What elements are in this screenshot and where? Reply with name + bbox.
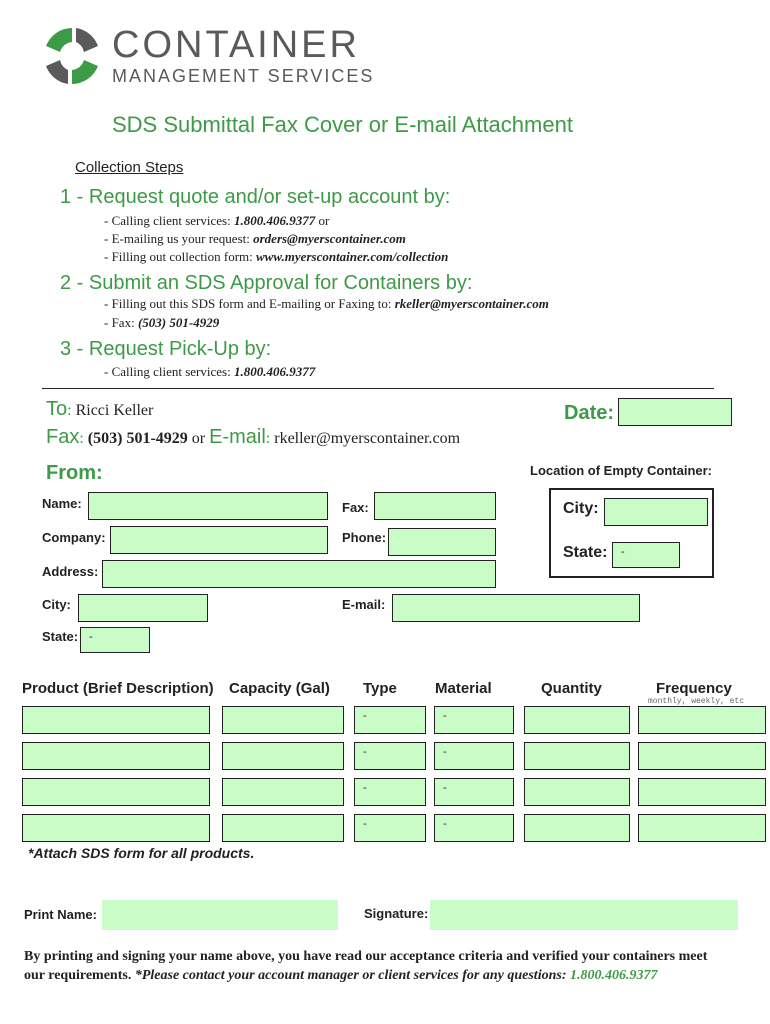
print-name-label: Print Name: xyxy=(24,907,97,922)
step-2-line-2: - Fax: (503) 501-4929 xyxy=(104,315,220,330)
product-field[interactable] xyxy=(22,742,210,770)
state-label: State: xyxy=(42,629,79,644)
quantity-field[interactable] xyxy=(524,778,630,806)
fax-label: Fax xyxy=(46,426,80,448)
footer-phone: 1.800.406.9377 xyxy=(570,968,658,983)
type-select[interactable]: - xyxy=(354,778,426,806)
type-select[interactable]: - xyxy=(354,814,426,842)
to-line: To: Ricci Keller xyxy=(46,398,154,420)
capacity-field[interactable] xyxy=(222,814,344,842)
material-select[interactable]: - xyxy=(434,778,514,806)
fax-email-line: Fax: (503) 501-4929 or E-mail: rkeller@myerscontainer.com xyxy=(46,426,461,448)
frequency-field[interactable] xyxy=(638,814,766,842)
step-3-heading: 3 - Request Pick-Up by: xyxy=(60,338,272,360)
address-field[interactable] xyxy=(102,560,496,588)
date-label: Date: xyxy=(564,402,615,424)
quantity-field[interactable] xyxy=(524,706,630,734)
location-label: Location of Empty Container: xyxy=(530,463,712,478)
frequency-field[interactable] xyxy=(638,778,766,806)
quantity-field[interactable] xyxy=(524,814,630,842)
step-1-line-3: - Filling out collection form: www.myerscontainer.com/collection xyxy=(104,249,449,264)
signature-field[interactable] xyxy=(430,900,738,930)
location-state-label: State: xyxy=(563,544,608,561)
capacity-field[interactable] xyxy=(222,706,344,734)
material-select[interactable]: - xyxy=(434,706,514,734)
step-2-line-1: - Filling out this SDS form and E-mailing or Faxing to: rkeller@myerscontainer.com xyxy=(104,296,549,311)
city-field[interactable] xyxy=(78,594,208,622)
divider xyxy=(42,388,714,389)
logo-mark-icon xyxy=(40,24,104,88)
location-city-label: City: xyxy=(563,500,599,517)
email-address: rkeller@myerscontainer.com xyxy=(274,430,461,447)
address-label: Address: xyxy=(42,564,99,579)
fax-field[interactable] xyxy=(374,492,496,520)
phone-field[interactable] xyxy=(388,528,496,556)
step-2-heading: 2 - Submit an SDS Approval for Containers by: xyxy=(60,272,473,294)
capacity-field[interactable] xyxy=(222,778,344,806)
name-label: Name: xyxy=(42,496,82,511)
fax-field-label: Fax: xyxy=(342,500,369,515)
date-field[interactable] xyxy=(618,398,732,426)
quantity-field[interactable] xyxy=(524,742,630,770)
frequency-field[interactable] xyxy=(638,742,766,770)
step-1-line-2: - E-mailing us your request: orders@myerscontainer.com xyxy=(104,231,406,246)
company-logo xyxy=(40,22,400,92)
col-header-product: Product (Brief Description) xyxy=(22,680,214,697)
step-1-line-1: - Calling client services: 1.800.406.9377 or xyxy=(104,213,330,228)
product-field[interactable] xyxy=(22,706,210,734)
product-field[interactable] xyxy=(22,778,210,806)
signature-label: Signature: xyxy=(364,906,429,921)
type-select[interactable]: - xyxy=(354,742,426,770)
col-header-type: Type xyxy=(363,680,397,697)
attach-note: *Attach SDS form for all products. xyxy=(28,845,255,861)
col-header-capacity: Capacity (Gal) xyxy=(229,680,330,697)
city-label: City: xyxy=(42,597,71,612)
frequency-hint: monthly, weekly, etc xyxy=(648,697,745,706)
col-header-quantity: Quantity xyxy=(541,680,602,697)
name-field[interactable] xyxy=(88,492,328,520)
to-name: Ricci Keller xyxy=(75,402,154,419)
col-header-material: Material xyxy=(435,680,492,697)
collection-steps-label: Collection Steps xyxy=(75,159,184,176)
print-name-field[interactable] xyxy=(102,900,338,930)
material-select[interactable]: - xyxy=(434,742,514,770)
logo-company-name: CONTAINER xyxy=(112,24,360,66)
product-field[interactable] xyxy=(22,814,210,842)
company-label: Company: xyxy=(42,530,106,545)
location-city-field[interactable] xyxy=(604,498,708,526)
company-field[interactable] xyxy=(110,526,328,554)
material-select[interactable]: - xyxy=(434,814,514,842)
email-field[interactable] xyxy=(392,594,640,622)
frequency-field[interactable] xyxy=(638,706,766,734)
fax-number: (503) 501-4929 xyxy=(87,430,188,447)
step-1-heading: 1 - Request quote and/or set-up account by: xyxy=(60,186,451,208)
email-field-label: E-mail: xyxy=(342,597,386,612)
type-select[interactable]: - xyxy=(354,706,426,734)
location-state-select[interactable]: - xyxy=(612,542,680,568)
state-select[interactable]: - xyxy=(80,627,150,653)
logo-division-name: MANAGEMENT SERVICES xyxy=(112,66,375,86)
col-header-frequency: Frequency xyxy=(656,680,732,697)
capacity-field[interactable] xyxy=(222,742,344,770)
page-title: SDS Submittal Fax Cover or E-mail Attachment xyxy=(112,112,573,137)
step-3-line-1: - Calling client services: 1.800.406.9377 xyxy=(104,364,316,379)
to-label: To xyxy=(46,398,68,420)
footer-disclaimer: By printing and signing your name above, you have read our acceptance criteria and verified your containers meet our requirements. *Please contact your account manager or client services for any questions: 1.800.406.9377 xyxy=(24,949,708,983)
from-label: From: xyxy=(46,462,103,484)
email-label: E-mail xyxy=(209,426,266,448)
phone-label: Phone: xyxy=(342,530,387,545)
